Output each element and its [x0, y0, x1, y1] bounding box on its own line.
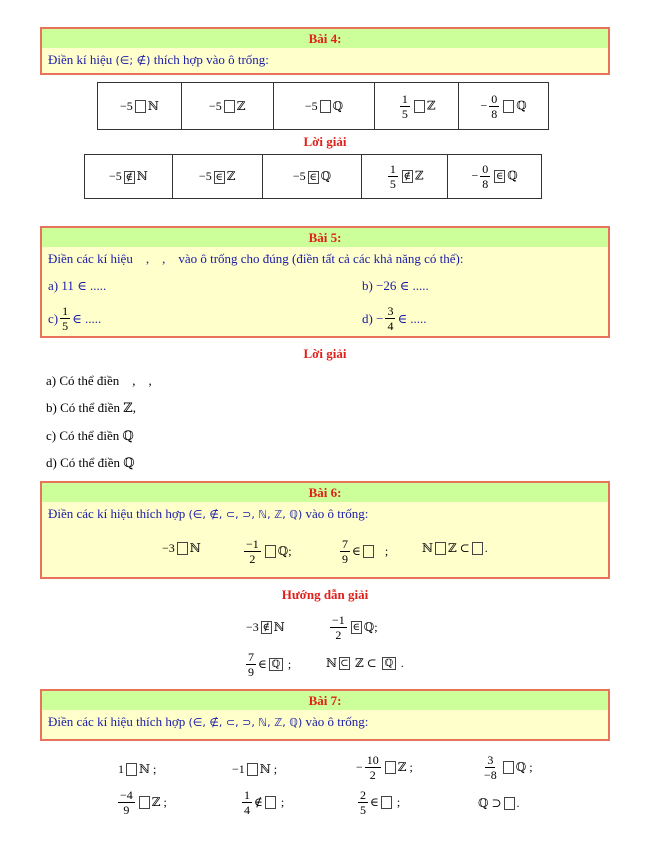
bai7-box: [40, 689, 610, 741]
answer-box[interactable]: [503, 100, 514, 113]
answer-box[interactable]: [139, 796, 150, 809]
bai7-r2-1: $\frac{-4}{9}$ ℤ ;: [120, 788, 167, 817]
answer-box[interactable]: [320, 100, 331, 113]
bai5-d: d) − $\frac{3}{4}$ ∈ .....: [362, 304, 427, 333]
bai5-prompt: Điền các kí hiệu , , vào ô trống cho đúng (điền tất cả các khả năng có thể):: [48, 251, 464, 266]
bai4-sol-cell-3: −5 ∈ ℚ: [262, 155, 362, 199]
bai4-prompt-end: thích hợp vào ô trống:: [153, 52, 269, 67]
bai7-symbols: (∈, ∉, ⊂, ⊃, ℕ, ℤ, ℚ): [188, 716, 303, 729]
answer-box[interactable]: [504, 797, 515, 810]
bai5-b: b) −26 ∈ .....: [362, 278, 429, 293]
answer-box[interactable]: [381, 796, 392, 809]
answer-box[interactable]: [247, 763, 258, 776]
answer-box-filled: ∈: [215, 171, 223, 183]
bai4-symbols: (∈; ∉): [115, 54, 151, 67]
bai4-cell-2: −5 ℤ: [181, 83, 273, 130]
bai6-ans4: ℕ ⊂ ℤ ⊂ ℚ .: [326, 656, 404, 670]
bai6-ans2: $\frac{-1}{2}$ ∈ ℚ;: [332, 613, 378, 642]
answer-box-filled: ∈: [496, 171, 504, 182]
answer-box[interactable]: [385, 761, 396, 774]
bai7-r1-3: − $\frac{10}{2}$ ℤ ;: [356, 753, 413, 782]
answer-box[interactable]: [224, 100, 235, 113]
bai7-r2-2: $\frac{1}{4}$ ∉ ;: [244, 788, 285, 817]
bai7-r2-3: $\frac{2}{5}$ ∈ ;: [360, 788, 401, 817]
bai7-r1-2: −1 ℕ ;: [232, 762, 278, 776]
bai4-prompt: [42, 48, 608, 72]
bai4-cell-3: −5 ℚ: [273, 83, 375, 130]
bai5-sol-d: d) Có thể điền ℚ: [46, 455, 135, 470]
bai4-solution-table: [84, 154, 542, 199]
bai4-sol-cell-1: −5 ∉ ℕ: [85, 155, 173, 199]
bai6-ex4: ℕ ℤ ⊂ .: [422, 541, 488, 555]
answer-box[interactable]: [363, 545, 374, 558]
bai7-header: Bài 7:: [42, 691, 608, 710]
bai7-r1-1: 1 ℕ ;: [118, 762, 157, 776]
answer-box[interactable]: [435, 542, 446, 555]
answer-box[interactable]: [177, 542, 188, 555]
bai5-c: c) $\frac{1}{5}$ ∈ .....: [48, 304, 102, 333]
answer-box-filled: ∉: [125, 171, 133, 183]
bai6-prompt: Điền các kí hiệu thích hợp (∈, ∉, ⊂, ⊃, ℕ, ℤ, ℚ) vào ô trống:: [48, 506, 369, 521]
answer-box[interactable]: [265, 796, 276, 809]
answer-box[interactable]: [472, 542, 483, 555]
bai7-r2-4: ℚ ⊃ .: [478, 796, 520, 810]
bai4-cell-1: −5 ℕ: [98, 83, 182, 130]
bai4-sol-cell-4: $\frac{1}{5}$ ∉ ℤ: [362, 155, 448, 199]
answer-box[interactable]: [503, 761, 514, 774]
bai5-a: a) 11 ∈ .....: [48, 278, 107, 293]
answer-box-filled: ∈: [309, 171, 317, 183]
bai5-solution-title: Lời giải: [303, 346, 347, 361]
bai6-ans3: $\frac{7}{9}$ ∈ ℚ ;: [248, 650, 292, 679]
bai6-ans1: −3 ∉ ℕ: [246, 620, 285, 634]
bai6-box: [40, 481, 610, 579]
bai4-prompt-text: Điền kí hiệu: [48, 52, 113, 67]
bai4-cell-5: − $\frac{0}{8}$ ℚ: [459, 83, 549, 130]
bai6-header: Bài 6:: [42, 483, 608, 502]
bai4-sol-cell-5: − $\frac{0}{8}$ ∈ ℚ: [448, 155, 542, 199]
bai4-sol-cell-2: −5 ∈ ℤ: [172, 155, 262, 199]
bai5-header: Bài 5:: [42, 228, 608, 247]
answer-box-filled: ∉: [403, 171, 412, 182]
bai5-sol-b: b) Có thể điền ℤ,: [46, 400, 137, 415]
bai5-sol-c: c) Có thể điền ℚ: [46, 428, 134, 443]
answer-box[interactable]: [414, 100, 425, 113]
bai6-ex1: −3 ℕ: [162, 541, 201, 555]
answer-box[interactable]: [126, 763, 137, 776]
bai5-sol-a: a) Có thể điền , ,: [46, 373, 152, 388]
bai4-header: Bài 4:: [42, 29, 608, 48]
bai4-box: [40, 27, 610, 75]
answer-box[interactable]: [135, 100, 146, 113]
bai4-question-table: [97, 82, 549, 130]
bai6-ex2: $\frac{-1}{2}$ ℚ;: [246, 537, 292, 566]
bai7-r1-4: $\frac{3}{-8}$ ℚ ;: [484, 753, 533, 782]
bai6-ex3: $\frac{7}{9}$ ∈ ;: [342, 537, 389, 566]
bai7-prompt: Điền các kí hiệu thích hợp (∈, ∉, ⊂, ⊃, ℕ, ℤ, ℚ) vào ô trống:: [48, 714, 369, 729]
answer-box[interactable]: [265, 545, 276, 558]
bai5-box: [40, 226, 610, 338]
bai4-solution-title: Lời giải: [303, 134, 347, 149]
bai6-symbols: (∈, ∉, ⊂, ⊃, ℕ, ℤ, ℚ): [188, 508, 303, 521]
bai6-guide-title: Hướng dẫn giải: [281, 587, 369, 602]
bai4-cell-4: $\frac{1}{5}$ ℤ: [375, 83, 459, 130]
